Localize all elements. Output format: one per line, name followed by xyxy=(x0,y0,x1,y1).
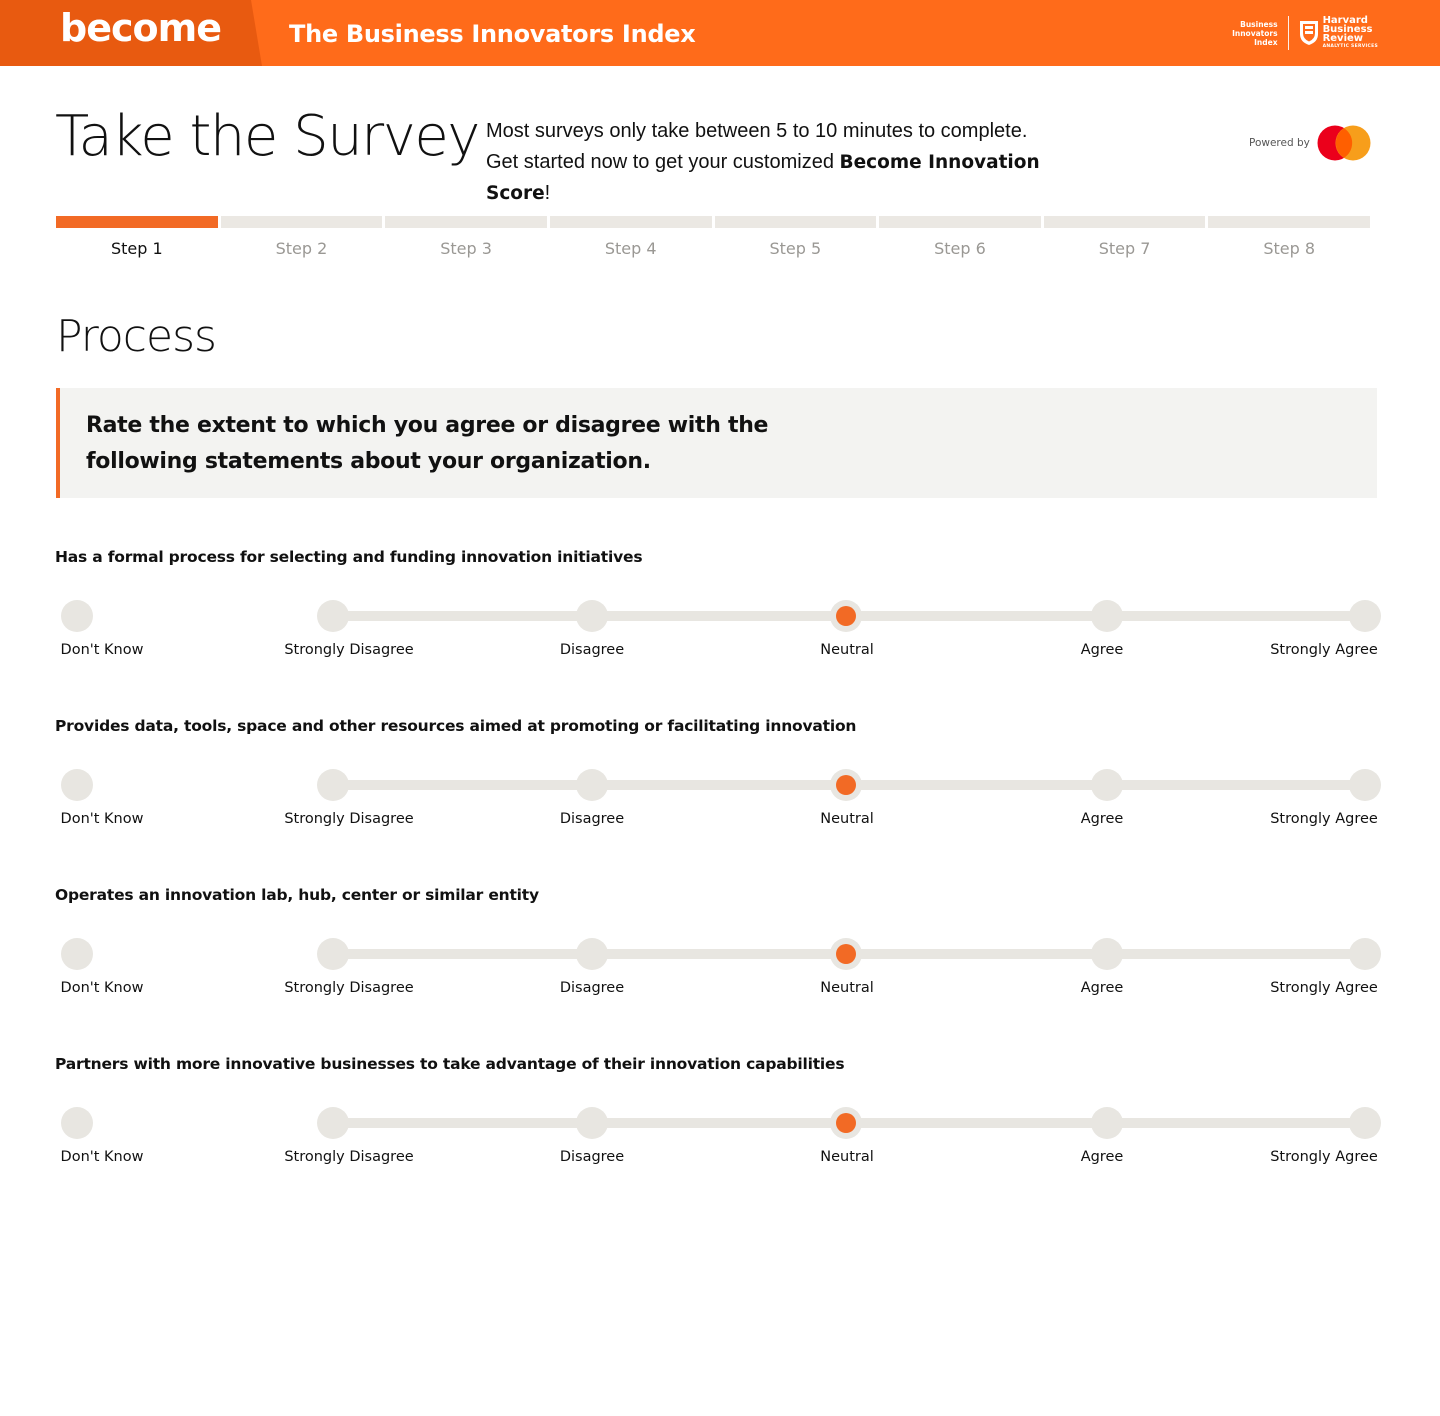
partner-logos xyxy=(1232,13,1378,53)
step-bar xyxy=(879,216,1041,228)
instruction-text: Rate the extent to which you agree or disagree with the following statements about your organization. xyxy=(86,413,769,474)
question-1 xyxy=(55,548,1385,678)
rating-option-agree[interactable] xyxy=(1091,769,1123,801)
bii-line-1: Business xyxy=(1240,19,1278,29)
step-1[interactable] xyxy=(56,216,218,266)
step-label: Step 2 xyxy=(275,239,328,258)
partner-divider xyxy=(1288,16,1289,50)
rating-option-label[interactable]: Strongly Disagree xyxy=(284,980,414,996)
step-bar xyxy=(56,216,218,228)
rating-option-don-t-know[interactable] xyxy=(61,600,93,632)
step-bar xyxy=(1208,216,1370,228)
rating-option-label[interactable]: Strongly Agree xyxy=(1270,642,1378,658)
step-bar xyxy=(715,216,877,228)
step-label: Step 3 xyxy=(440,239,492,258)
become-logo[interactable]: become xyxy=(60,6,221,50)
intro-text xyxy=(486,116,1086,209)
step-4[interactable] xyxy=(550,216,712,266)
hbr-logo-text xyxy=(1323,16,1378,51)
rating-option-label[interactable]: Strongly Disagree xyxy=(284,1149,414,1165)
step-label: Step 4 xyxy=(604,239,657,258)
bii-mini-logo xyxy=(1232,20,1287,47)
rating-option-neutral[interactable] xyxy=(830,1107,862,1139)
rating-option-strongly-agree[interactable] xyxy=(1349,938,1381,970)
step-bar xyxy=(221,216,383,228)
rating-option-disagree[interactable] xyxy=(576,769,608,801)
intro-line-2-prefix: Get started now to get your customized xyxy=(486,151,840,173)
question-text: Provides data, tools, space and other resources aimed at promoting or facilitating innovation xyxy=(55,717,857,735)
rating-option-agree[interactable] xyxy=(1091,1107,1123,1139)
step-3[interactable] xyxy=(385,216,547,266)
rating-option-label[interactable]: Strongly Disagree xyxy=(284,642,414,658)
rating-option-label[interactable]: Strongly Agree xyxy=(1270,980,1378,996)
rating-option-strongly-disagree[interactable] xyxy=(317,600,349,632)
rating-option-strongly-agree[interactable] xyxy=(1349,769,1381,801)
rating-option-label[interactable]: Neutral xyxy=(820,980,874,996)
hbr-line-1: Harvard xyxy=(1322,14,1368,26)
question-text: Has a formal process for selecting and funding innovation initiatives xyxy=(55,548,643,566)
rating-option-disagree[interactable] xyxy=(576,938,608,970)
rating-option-label[interactable]: Strongly Disagree xyxy=(284,811,414,827)
step-label: Step 5 xyxy=(769,239,822,258)
rating-option-label[interactable]: Agree xyxy=(1080,1149,1124,1165)
rating-option-disagree[interactable] xyxy=(576,600,608,632)
bii-line-2: Innovators xyxy=(1232,28,1278,38)
hbr-line-2: Business xyxy=(1322,23,1373,35)
powered-by-label: Powered by xyxy=(1249,137,1310,149)
question-3 xyxy=(55,886,1385,1016)
header-title: The Business Innovators Index xyxy=(289,20,696,48)
rating-option-strongly-disagree[interactable] xyxy=(317,769,349,801)
site-header xyxy=(0,0,1440,66)
step-bar xyxy=(1044,216,1206,228)
rating-option-disagree[interactable] xyxy=(576,1107,608,1139)
step-label: Step 7 xyxy=(1098,239,1151,258)
rating-option-label[interactable]: Agree xyxy=(1080,811,1124,827)
step-8[interactable] xyxy=(1208,216,1370,266)
step-2[interactable] xyxy=(221,216,383,266)
rating-option-label[interactable]: Don't Know xyxy=(60,1149,144,1165)
step-label: Step 1 xyxy=(110,239,163,258)
bii-line-3: Index xyxy=(1254,37,1278,47)
question-4 xyxy=(55,1055,1385,1185)
rating-option-label[interactable]: Strongly Agree xyxy=(1270,1149,1378,1165)
step-7[interactable] xyxy=(1044,216,1206,266)
intro-line-1: Most surveys only take between 5 to 10 minutes to complete. xyxy=(486,120,1028,142)
step-bar xyxy=(550,216,712,228)
hbr-shield-icon xyxy=(1299,20,1319,46)
rating-option-label[interactable]: Don't Know xyxy=(60,811,144,827)
question-text: Partners with more innovative businesses to take advantage of their innovation capabilities xyxy=(55,1055,845,1073)
rating-option-label[interactable]: Neutral xyxy=(820,811,874,827)
step-label: Step 6 xyxy=(934,239,986,258)
rating-option-label[interactable]: Neutral xyxy=(820,642,874,658)
rating-option-strongly-disagree[interactable] xyxy=(317,938,349,970)
rating-option-label[interactable]: Strongly Agree xyxy=(1270,811,1378,827)
step-progress xyxy=(56,216,1370,266)
hbr-subtitle: ANALYTIC SERVICES xyxy=(1322,43,1378,49)
rating-option-don-t-know[interactable] xyxy=(61,938,93,970)
rating-option-label[interactable]: Disagree xyxy=(559,811,625,827)
rating-option-agree[interactable] xyxy=(1091,600,1123,632)
rating-option-strongly-agree[interactable] xyxy=(1349,600,1381,632)
step-5[interactable] xyxy=(715,216,877,266)
rating-option-label[interactable]: Agree xyxy=(1080,642,1124,658)
rating-option-label[interactable]: Don't Know xyxy=(60,980,144,996)
rating-option-agree[interactable] xyxy=(1091,938,1123,970)
rating-option-strongly-disagree[interactable] xyxy=(317,1107,349,1139)
question-2 xyxy=(55,717,1385,847)
rating-option-label[interactable]: Agree xyxy=(1080,980,1124,996)
step-label: Step 8 xyxy=(1263,239,1316,258)
step-bar xyxy=(385,216,547,228)
rating-option-label[interactable]: Disagree xyxy=(559,980,625,996)
hbr-line-3: Review xyxy=(1322,32,1364,44)
page-title: Take the Survey xyxy=(55,104,479,169)
section-title: Process xyxy=(56,311,216,362)
rating-option-neutral[interactable] xyxy=(830,938,862,970)
rating-option-label[interactable]: Neutral xyxy=(820,1149,874,1165)
rating-option-don-t-know[interactable] xyxy=(61,1107,93,1139)
question-text: Operates an innovation lab, hub, center or similar entity xyxy=(55,886,539,904)
step-6[interactable] xyxy=(879,216,1041,266)
rating-option-neutral[interactable] xyxy=(830,600,862,632)
rating-option-neutral[interactable] xyxy=(830,769,862,801)
mastercard-logo-icon xyxy=(1316,125,1372,161)
instruction-box xyxy=(56,388,1377,498)
rating-option-label[interactable]: Disagree xyxy=(559,642,625,658)
rating-option-label[interactable]: Don't Know xyxy=(60,642,144,658)
rating-option-label[interactable]: Disagree xyxy=(559,1149,625,1165)
intro-line-2 xyxy=(486,147,1086,209)
intro-line-2-suffix: ! xyxy=(544,182,551,204)
rating-option-strongly-agree[interactable] xyxy=(1349,1107,1381,1139)
rating-option-don-t-know[interactable] xyxy=(61,769,93,801)
score-name: Become Innovation Score xyxy=(486,152,1040,204)
